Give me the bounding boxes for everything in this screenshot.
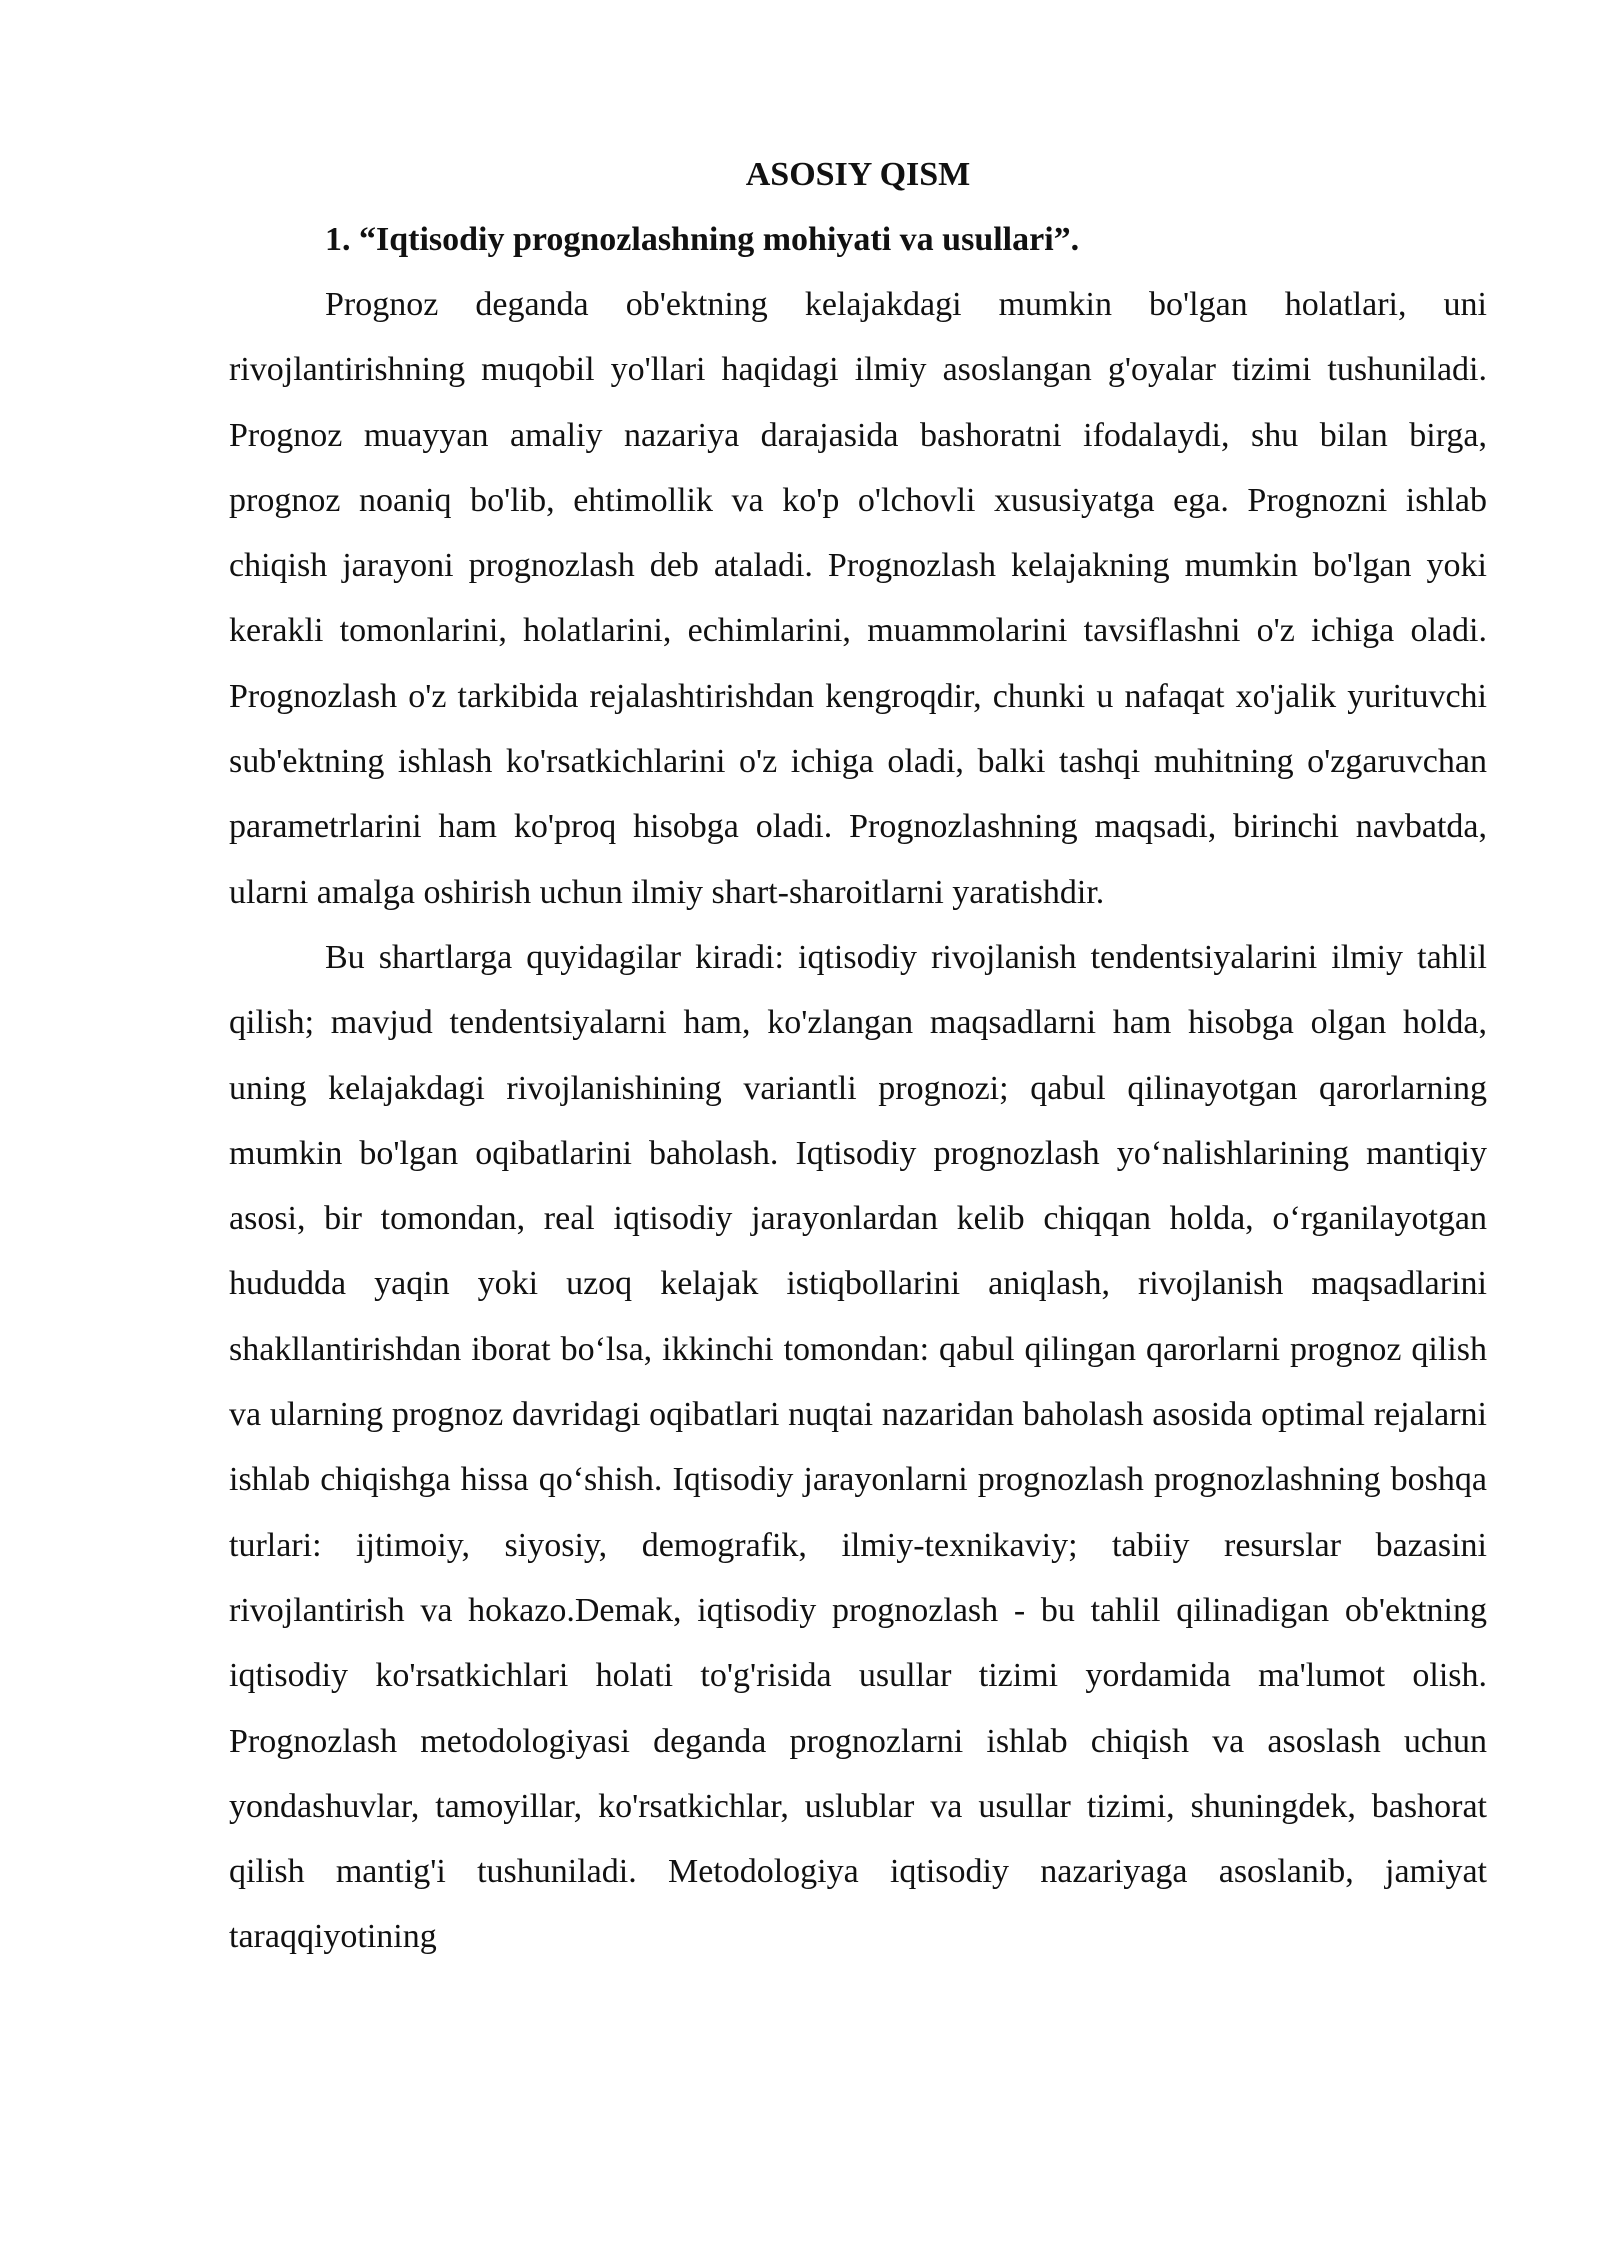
document-body xyxy=(229,142,1487,1970)
paragraph-2: Bu shartlarga quyidagilar kiradi: iqtisodiy rivojlanish tendentsiyalarini ilmiy tahlil qilish; mavjud tendentsiyalarni ham, ko'zlangan maqsadlarni ham hisobga olgan holda, uning kelajakdagi rivojlanishining variantli prognozi; qabul qilinayotgan qarorlarning mumkin bo'lgan oqibatlarini baholash. Iqtisodiy prognozlash yo‘nalishlarining mantiqiy asosi, bir tomondan, real iqtisodiy jarayonlardan kelib chiqqan holda, o‘rganilayotgan hududda yaqin yoki uzoq kelajak istiqbollarini aniqlash, rivojlanish maqsadlarini shakllantirishdan iborat bo‘lsa, ikkinchi tomondan: qabul qilingan qarorlarni prognoz qilish va ularning prognoz davridagi oqibatlari nuqtai nazaridan baholash asosida optimal rejalarni ishlab chiqishga hissa qo‘shish. Iqtisodiy jarayonlarni prognozlash prognozlashning boshqa turlari: ijtimoiy, siyosiy, demografik, ilmiy-texnikaviy; tabiiy resurslar bazasini rivojlantirish va hokazo.Demak, iqtisodiy prognozlash - bu tahlil qilinadigan ob'ektning iqtisodiy ko'rsatkichlari holati to'g'risida usullar tizimi yordamida ma'lumot olish. Prognozlash metodologiyasi deganda prognozlarni ishlab chiqish va asoslash uchun yondashuvlar, tamoyillar, ko'rsatkichlar, uslublar va usullar tizimi, shuningdek, bashorat qilish mantig'i tushuniladi. Metodologiya iqtisodiy nazariyaga asoslanib, jamiyat taraqqiyotining xyxy=(229,938,1487,1956)
page-title: ASOSIY QISM xyxy=(745,156,971,193)
paragraph-1: Prognoz deganda ob'ektning kelajakdagi mumkin bo'lgan holatlari, uni rivojlantirishning muqobil yo'llari haqidagi ilmiy asoslangan g'oyalar tizimi tushuniladi. Prognoz muayyan amaliy nazariya darajasida bashoratni ifodalaydi, shu bilan birga, prognoz noaniq bo'lib, ehtimollik va ko'p o'lchovli xususiyatga ega. Prognozni ishlab chiqish jarayoni prognozlash deb ataladi. Prognozlash kelajakning mumkin bo'lgan yoki kerakli tomonlarini, holatlarini, echimlarini, muammolarini tavsiflashni o'z ichiga oladi. Prognozlash o'z tarkibida rejalashtirishdan kengroqdir, chunki u nafaqat xo'jalik yurituvchi sub'ektning ishlash ko'rsatkichlarini o'z ichiga oladi, balki tashqi muhitning o'zgaruvchan parametrlarini ham ko'proq hisobga oladi. Prognozlashning maqsadi, birinchi navbatda, ularni amalga oshirish uchun ilmiy shart-sharoitlarni yaratishdir. xyxy=(229,286,1487,911)
section-heading: 1. “Iqtisodiy prognozlashning mohiyati va usullari”. xyxy=(325,221,1080,258)
